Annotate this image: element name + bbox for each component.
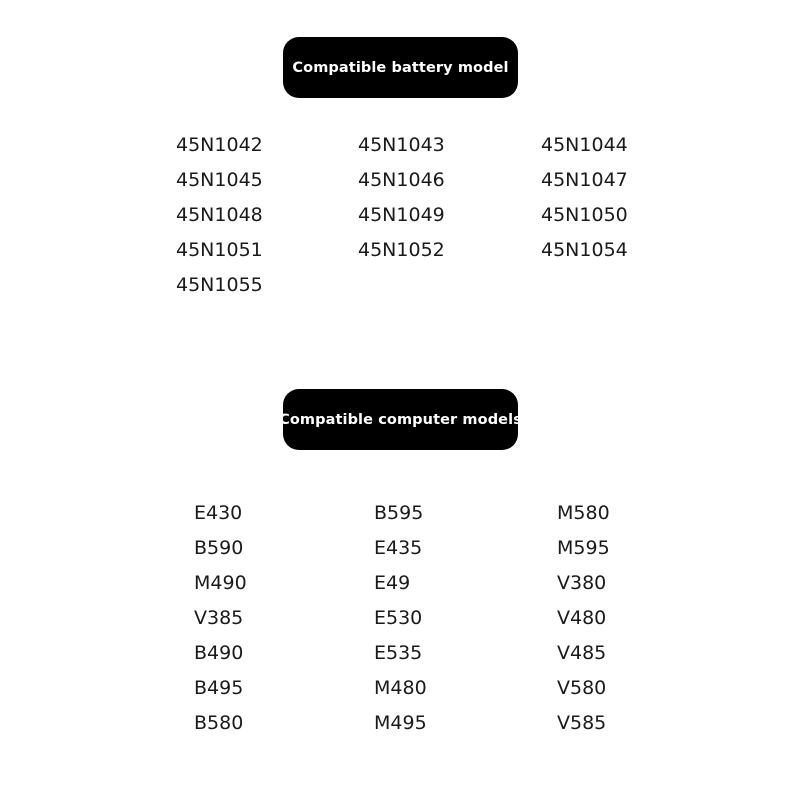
computer-model: B495: [194, 677, 244, 699]
computer-model: B595: [374, 502, 424, 524]
computer-model: V580: [557, 677, 607, 699]
battery-model: 45N1049: [358, 204, 445, 226]
computer-model: E535: [374, 642, 423, 664]
computer-model: M480: [374, 677, 427, 699]
computer-model: B580: [194, 712, 244, 734]
battery-model: 45N1048: [176, 204, 263, 226]
battery-model: 45N1043: [358, 134, 445, 156]
battery-model: 45N1051: [176, 239, 263, 261]
computer-model: M490: [194, 572, 247, 594]
battery-model: 45N1046: [358, 169, 445, 191]
battery-model: 45N1045: [176, 169, 263, 191]
computer-model: V585: [557, 712, 607, 734]
battery-model-grid: [176, 128, 641, 303]
computer-section-title: Compatible computer models: [283, 389, 518, 450]
battery-section-title: Compatible battery model: [283, 37, 518, 98]
computer-model: E435: [374, 537, 423, 559]
battery-model: 45N1052: [358, 239, 445, 261]
battery-model: 45N1054: [541, 239, 628, 261]
computer-model: V480: [557, 607, 607, 629]
computer-model: E530: [374, 607, 423, 629]
battery-model: 45N1055: [176, 274, 263, 296]
battery-model: 45N1044: [541, 134, 628, 156]
computer-model: V485: [557, 642, 607, 664]
battery-model: 45N1047: [541, 169, 628, 191]
computer-model: E49: [374, 572, 411, 594]
computer-model: B590: [194, 537, 244, 559]
computer-model: M595: [557, 537, 610, 559]
computer-model-grid: [194, 496, 657, 741]
battery-model: 45N1050: [541, 204, 628, 226]
computer-model: V380: [557, 572, 607, 594]
computer-model: E430: [194, 502, 243, 524]
computer-model: V385: [194, 607, 244, 629]
computer-model: M495: [374, 712, 427, 734]
computer-model: M580: [557, 502, 610, 524]
computer-model: B490: [194, 642, 244, 664]
battery-model: 45N1042: [176, 134, 263, 156]
